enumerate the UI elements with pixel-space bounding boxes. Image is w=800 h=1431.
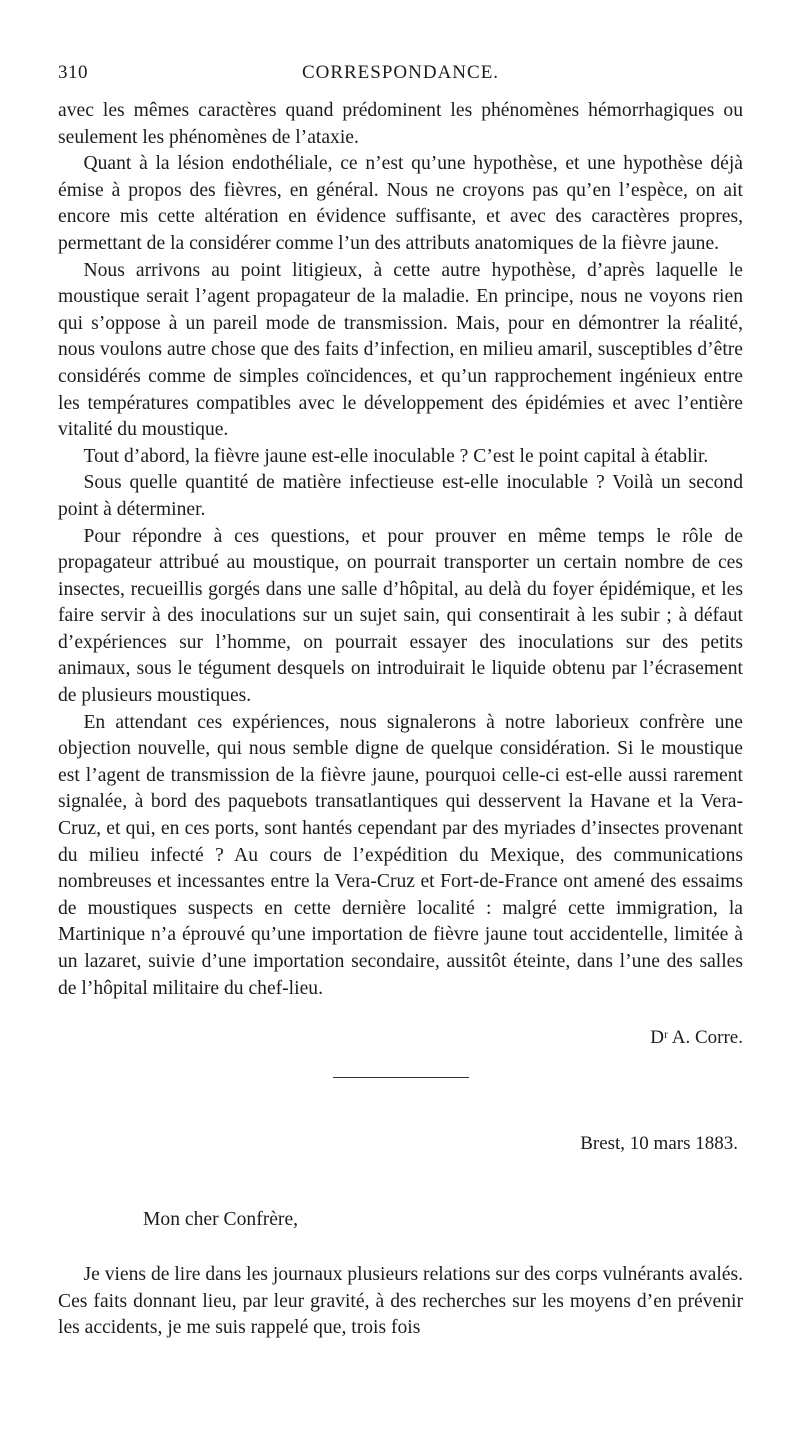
paragraph: avec les mêmes caractères quand prédominent les phénomènes hémorrhagiques ou seulement les phénomènes de l’ataxie. xyxy=(58,100,743,148)
letter-dateline: Brest, 10 mars 1883. xyxy=(580,1133,738,1154)
paragraph: Nous arrivons au point litigieux, à cette autre hypothèse, d’après laquelle le moustique serait l’agent propagateur de la maladie. En principe, nous ne voyons rien qui s’oppose à un pareil mode de transmission. Mais, pour en démontrer la réalité, nous voulons autre chose que des faits d’infection, en milieu amaril, susceptibles d’être considérés comme de simples coïncidences, et qu’un rapprochement ingénieux entre les températures compatibles avec le développement des épidémies et avec l’entière vitalité du moustique. xyxy=(58,259,743,441)
section-divider xyxy=(333,1077,469,1078)
paragraph: Sous quelle quantité de matière infectieuse est-elle inoculable ? Voilà un second point à déterminer. xyxy=(58,472,743,520)
paragraph: Quant à la lésion endothéliale, ce n’est qu’une hypothèse, et une hypothèse déjà émise à propos des fièvres, en général. Nous ne croyons pas qu’en l’espèce, on ait encore mis cette altération en évidence suffisante, et avec des caractères propres, permettant de la considérer comme l’un des attributs anatomiques de la fièvre jaune. xyxy=(58,153,743,254)
paragraph: Je viens de lire dans les journaux plusieurs relations sur des corps vulnérants avalés. Ces faits donnant lieu, par leur gravité, à des recherches sur les moyens d’en prévenir les accidents, je me suis rappelé que, trois fois xyxy=(58,1264,743,1339)
running-title: CORRESPONDANCE. xyxy=(301,62,500,83)
paragraph: Tout d’abord, la fièvre jaune est-elle inoculable ? C’est le point capital à établir. xyxy=(83,445,709,467)
paragraph: Pour répondre à ces questions, et pour prouver en même temps le rôle de propagateur attribué au moustique, on pourrait transporter un certain nombre de ces insectes, recueillis gorgés dans une salle d’hôpital, au delà du foyer épidémique, et les faire servir à des inoculations sur un sujet sain, qui consentirait à les subir ; à défaut d’expériences sur l’homme, on pourrait essayer des inoculations sur des petits animaux, sous le tégument desquels on introduirait le liquide obtenu par l’écrasement de plusieurs moustiques. xyxy=(58,525,743,707)
running-head xyxy=(58,62,743,86)
page-number: 310 xyxy=(58,62,88,83)
letter-body xyxy=(58,1262,743,1342)
author-signature: Dʳ A. Corre. xyxy=(650,1027,743,1048)
paragraph: En attendant ces expériences, nous signalerons à notre laborieux confrère une objection nouvelle, qui nous semble digne de quelque considération. Si le moustique est l’agent de transmission de la fièvre jaune, pourquoi celle-ci est-elle aussi rarement signalée, à bord des paquebots transatlantiques qui desservent la Havane et la Vera-Cruz, et qui, en ces ports, sont hantés cependant par des myriades d’insectes provenant du milieu infecté ? Au cours de l’expédition du Mexique, des communications nombreuses et incessantes entre la Vera-Cruz et Fort-de-France ont amené des essaims de moustiques suspects en cette dernière localité : malgré cette immigration, la Martinique n’a éprouvé qu’une importation de fièvre jaune tout accidentelle, limitée à un lazaret, suivie d’une importation secondaire, aussitôt éteinte, dans l’une des salles de l’hôpital militaire du chef-lieu. xyxy=(58,711,743,999)
letter-salutation: Mon cher Confrère, xyxy=(143,1209,299,1230)
article-body xyxy=(58,98,743,1002)
